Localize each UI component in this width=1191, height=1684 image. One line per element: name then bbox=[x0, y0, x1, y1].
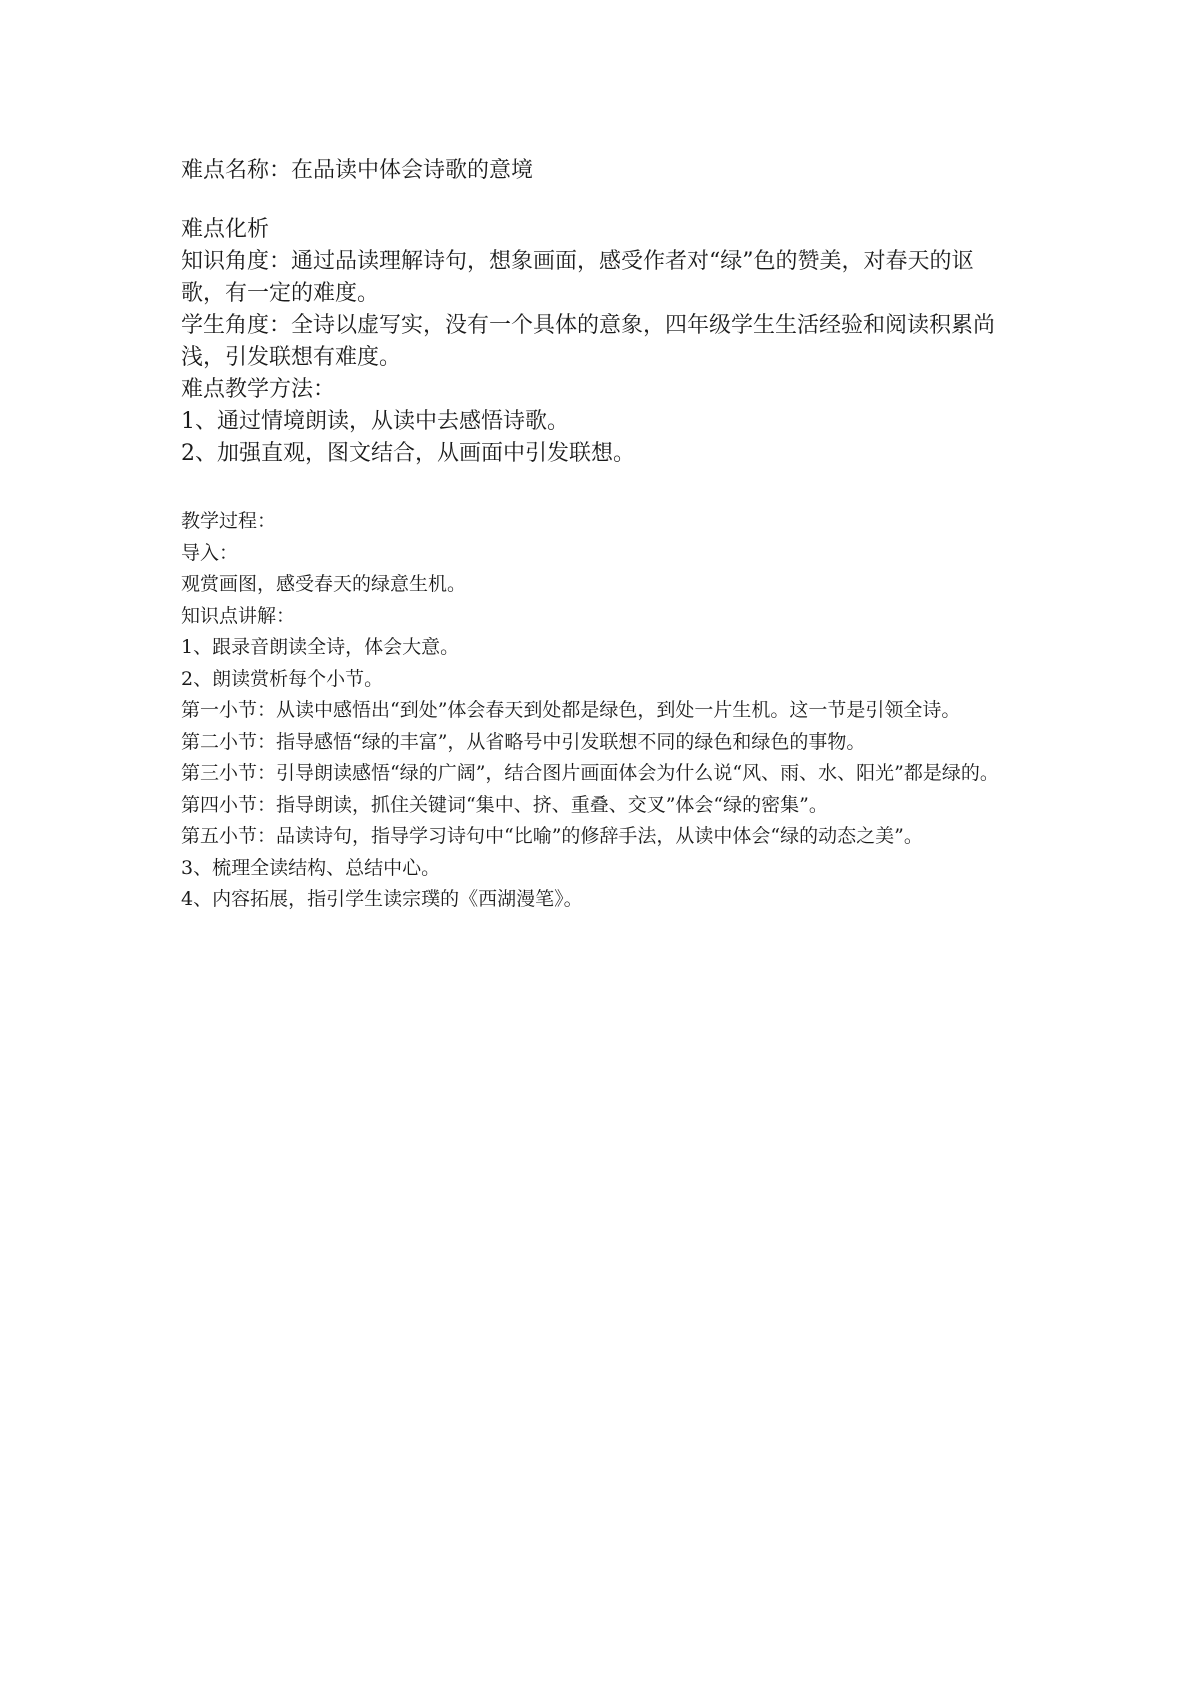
process-item: 第一小节：从读中感悟出“到处”体会春天到处都是绿色，到处一片生机。这一节是引领全诗。 bbox=[181, 699, 961, 721]
process-item: 3、梳理全读结构、总结中心。 bbox=[181, 856, 441, 879]
teaching-process-section bbox=[181, 506, 1017, 916]
student-angle-paragraph: 学生角度：全诗以虚写实，没有一个具体的意象，四年级学生生活经验和阅读积累尚浅，引发联想有难度。 bbox=[181, 313, 996, 370]
process-item: 第二小节：指导感悟“绿的丰富”，从省略号中引发联想不同的绿色和绿色的事物。 bbox=[181, 730, 866, 753]
process-item: 4、内容拓展，指引学生读宗璞的《西湖漫笔》。 bbox=[181, 888, 583, 910]
difficulty-analysis-section bbox=[181, 214, 1017, 470]
method-item: 1、通过情境朗读，从读中去感悟诗歌。 bbox=[181, 409, 569, 434]
teaching-method-heading: 难点教学方法： bbox=[181, 377, 336, 402]
knowledge-angle-paragraph: 知识角度：通过品读理解诗句，想象画面，感受作者对“绿”色的赞美，对春天的讴歌，有一定的难度。 bbox=[181, 249, 974, 306]
difficulty-title: 难点名称：在品读中体会诗歌的意境 bbox=[181, 158, 534, 183]
process-item: 第五小节：品读诗句，指导学习诗句中“比喻”的修辞手法，从读中体会“绿的动态之美”。 bbox=[181, 825, 923, 847]
process-item: 第三小节：引导朗读感悟“绿的广阔”，结合图片画面体会为什么说“风、雨、水、阳光”都是绿的。 bbox=[181, 762, 999, 784]
section-heading: 难点化析 bbox=[181, 217, 270, 242]
points-label: 知识点讲解： bbox=[181, 604, 296, 627]
document-body bbox=[181, 155, 1017, 916]
process-item: 1、跟录音朗读全诗，体会大意。 bbox=[181, 636, 460, 658]
intro-text: 观赏画图，感受春天的绿意生机。 bbox=[181, 573, 467, 595]
intro-label: 导入： bbox=[181, 541, 239, 564]
process-item: 2、朗读赏析每个小节。 bbox=[181, 667, 384, 690]
section-heading: 教学过程： bbox=[181, 510, 277, 532]
method-item: 2、加强直观，图文结合，从画面中引发联想。 bbox=[181, 441, 635, 466]
process-item: 第四小节：指导朗读，抓住关键词“集中、挤、重叠、交叉”体会“绿的密集”。 bbox=[181, 793, 828, 816]
